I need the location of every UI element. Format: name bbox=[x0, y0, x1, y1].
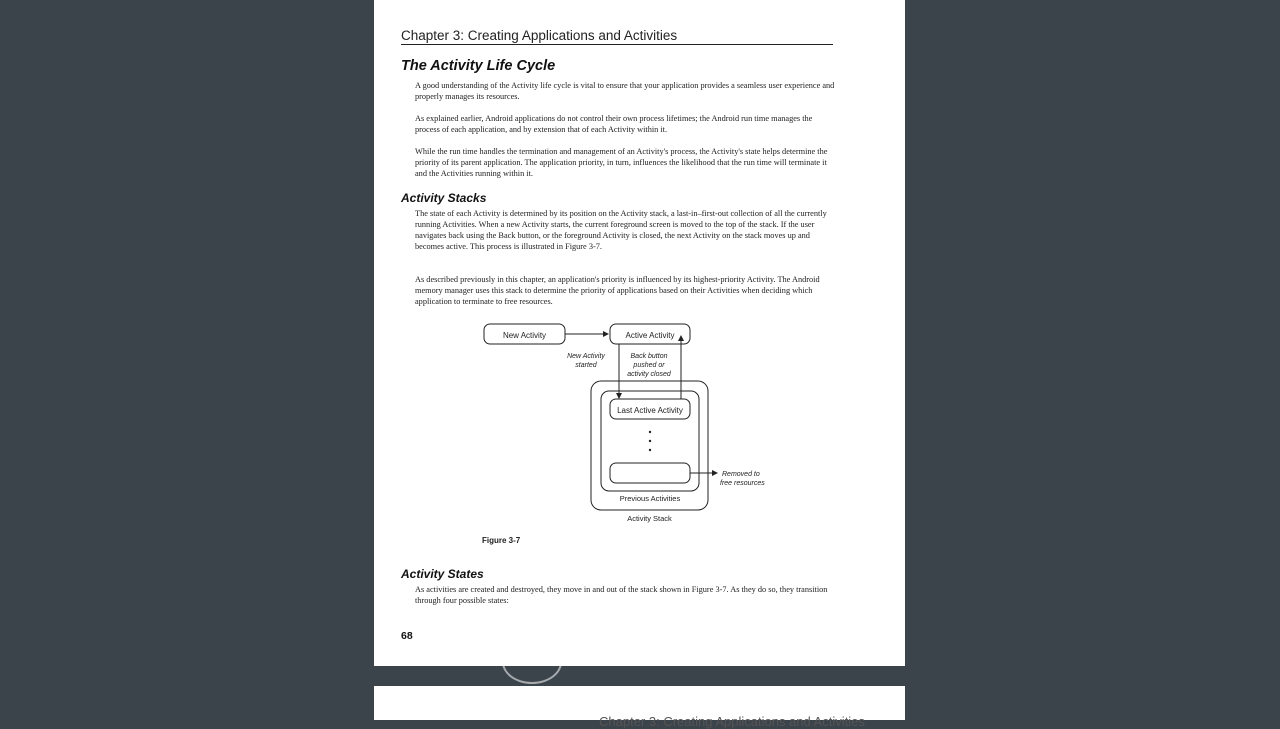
back-button-label: Back button bbox=[630, 353, 668, 360]
chapter-header: Chapter 3: Creating Applications and Activities bbox=[401, 28, 833, 45]
watermark-logo bbox=[502, 640, 562, 684]
ellipsis-dot bbox=[649, 449, 651, 451]
subsection-title-activity-stacks: Activity Stacks bbox=[401, 191, 487, 205]
paragraph: The state of each Activity is determined by its position on the Activity stack, a last-in–first-out collection of all the currently running Activities. When a new Activity starts, the current foreground screen is moved to the top of the stack. If the user navigates back using the Back button, or the foreground Activity is closed, the next Activity on the stack moves up and becomes active. This process is illustrated in Figure 3-7. bbox=[415, 209, 827, 251]
paragraph: As explained earlier, Android applications do not control their own process lifetimes; the Android run time manages the process of each application, and by extension that of each Activity within it. bbox=[415, 114, 813, 134]
paragraph: A good understanding of the Activity life cycle is vital to ensure that your application provides a seamless user experience and properly manages its resources. bbox=[415, 81, 835, 101]
oldest-activity-box bbox=[610, 463, 690, 483]
paragraph: While the run time handles the termination and management of an Activity's process, the Activity's state helps determine the priority of its parent application. The application priority, in turn, influences the likelihood that the run time will terminate it and the Activities running within it. bbox=[415, 147, 828, 178]
removed-label: Removed to bbox=[722, 471, 760, 478]
new-activity-started-label: started bbox=[575, 362, 597, 369]
activity-stack-label: Activity Stack bbox=[627, 514, 672, 523]
previous-activities-label: Previous Activities bbox=[619, 494, 681, 503]
removed-label: free resources bbox=[720, 480, 765, 487]
page-number: 68 bbox=[401, 630, 413, 642]
new-activity-started-label: New Activity bbox=[567, 353, 605, 360]
back-button-label: activity closed bbox=[627, 371, 671, 378]
ellipsis-dot bbox=[649, 440, 651, 442]
book-page bbox=[374, 0, 905, 666]
section-title: The Activity Life Cycle bbox=[401, 58, 556, 74]
figure-caption: Figure 3-7 bbox=[482, 536, 521, 545]
paragraph: As activities are created and destroyed, they move in and out of the stack shown in Figure 3-7. As they do so, they transition through four possible states: bbox=[415, 585, 828, 605]
new-activity-label: New Activity bbox=[502, 331, 547, 340]
last-active-activity-label: Last Active Activity bbox=[617, 406, 683, 415]
next-page-header: Chapter 3: Creating Applications and Activities bbox=[599, 714, 865, 729]
subsection-title-activity-states: Activity States bbox=[401, 567, 484, 581]
ellipsis-dot bbox=[649, 431, 651, 433]
paragraph: As described previously in this chapter, an application's priority is influenced by its highest-priority Activity. The Android memory manager uses this stack to determine the priority of applications based on their Activities when deciding which application to terminate to free resources. bbox=[415, 275, 820, 306]
next-book-page bbox=[374, 686, 905, 729]
active-activity-label: Active Activity bbox=[625, 331, 675, 340]
back-button-label: pushed or bbox=[633, 362, 665, 369]
